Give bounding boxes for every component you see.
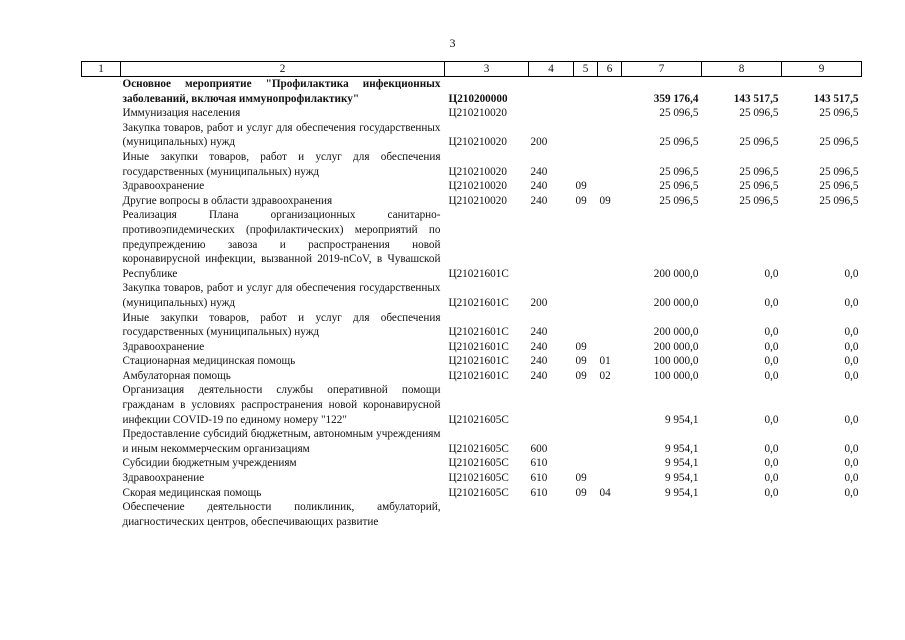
cell-amount-col8: 25 096,5 [739,194,779,207]
cell-name: Закупка товаров, работ и услуг для обеспечения государственных (муниципальных) нужд [122,121,441,149]
cell-amount-col7: 25 096,5 [659,180,699,193]
cell-amount-col7: 25 096,5 [659,107,699,120]
cell-amount-col8: 0,0 [764,413,779,426]
cell-section [574,150,598,179]
table-row [82,369,862,384]
cell-subsection [598,179,622,194]
cell-amount-col9: 0,0 [844,369,859,382]
cell-subsection: 02 [599,369,611,382]
cell-subsection [598,77,622,107]
cell-section: 09 [575,369,587,382]
cell-name: Иные закупки товаров, работ и услуг для обеспечения государственных (муниципальных) нужд [122,150,441,178]
cell-target-code: Ц21021605С [448,472,509,485]
table-row [82,486,862,501]
cell-amount-col8: 0,0 [764,340,779,353]
cell-index [82,311,121,340]
table-row [82,106,862,121]
table-row [82,281,862,310]
cell-section [574,208,598,281]
cell-amount-col8: 143 517,5 [733,92,779,105]
cell-target-code [445,500,529,529]
cell-subsection [598,150,622,179]
cell-amount-col8: 0,0 [764,457,779,470]
cell-section [574,427,598,456]
cell-amount-col7: 200 000,0 [653,267,699,280]
table-row [82,456,862,471]
cell-amount-col7: 9 954,1 [664,472,699,485]
cell-index [82,77,121,107]
cell-expense-type: 240 [530,165,548,178]
cell-amount-col9: 25 096,5 [819,136,859,149]
cell-subsection [598,208,622,281]
cell-index [82,281,121,310]
table-row [82,471,862,486]
table-row [82,150,862,179]
cell-name: Здравоохранение [122,340,205,353]
cell-amount-col7: 100 000,0 [653,369,699,382]
cell-target-code: Ц21021605С [448,457,509,470]
cell-target-code: Ц21021601С [448,369,509,382]
table-header-row [82,62,862,77]
cell-expense-type: 600 [530,442,548,455]
table-row [82,121,862,150]
cell-expense-type [529,77,574,107]
cell-target-code: Ц21021601С [448,296,509,309]
table-row [82,179,862,194]
header-col-5: 5 [574,62,598,77]
budget-table [81,61,862,529]
cell-section [574,500,598,529]
cell-amount-col8: 0,0 [764,442,779,455]
table-row [82,340,862,355]
table-row [82,194,862,209]
cell-amount-col8: 0,0 [764,267,779,280]
cell-amount-col8: 25 096,5 [739,136,779,149]
cell-amount-col7: 9 954,1 [664,413,699,426]
cell-index [82,500,121,529]
cell-name: Обеспечение деятельности поликлиник, амбулаторий, диагностических центров, обеспечивающих развитие [122,501,441,528]
cell-name: Основное мероприятие "Профилактика инфекционных заболеваний, включая иммунопрофилактику" [122,78,441,105]
cell-subsection [598,427,622,456]
cell-amount-col8: 0,0 [764,326,779,339]
cell-subsection [598,106,622,121]
cell-target-code: Ц210210020 [448,136,507,149]
cell-expense-type: 240 [530,355,548,368]
cell-amount-col8: 0,0 [764,472,779,485]
table-row [82,427,862,456]
cell-index [82,106,121,121]
cell-amount-col9 [782,500,862,529]
cell-section [574,106,598,121]
cell-amount-col9: 25 096,5 [819,165,859,178]
cell-amount-col8 [702,500,782,529]
cell-name: Предоставление субсидий бюджетным, автономным учреждениям и иным некоммерческим организациям [122,428,441,455]
cell-name: Здравоохранение [122,472,205,485]
cell-amount-col7: 9 954,1 [664,457,699,470]
cell-amount-col7: 25 096,5 [659,136,699,149]
cell-name: Амбулаторная помощь [122,369,231,382]
cell-section [574,77,598,107]
header-col-8: 8 [702,62,782,77]
cell-amount-col7: 200 000,0 [653,296,699,309]
cell-index [82,456,121,471]
cell-subsection [598,281,622,310]
cell-amount-col7: 9 954,1 [664,442,699,455]
cell-amount-col9: 25 096,5 [819,180,859,193]
cell-subsection [598,456,622,471]
cell-expense-type: 240 [530,340,548,353]
cell-amount-col9: 25 096,5 [819,107,859,120]
cell-expense-type: 240 [530,326,548,339]
cell-index [82,471,121,486]
cell-target-code: Ц21021605С [448,486,509,499]
cell-expense-type: 610 [530,472,548,485]
cell-target-code: Ц21021605С [448,413,509,426]
table-row [82,354,862,369]
cell-subsection: 09 [599,194,611,207]
cell-amount-col9: 0,0 [844,326,859,339]
cell-index [82,340,121,355]
cell-expense-type [529,383,574,427]
table-row [82,208,862,281]
cell-expense-type [529,500,574,529]
cell-index [82,427,121,456]
cell-expense-type: 240 [530,194,548,207]
cell-expense-type: 200 [530,136,548,149]
cell-amount-col8: 25 096,5 [739,165,779,178]
cell-target-code: Ц210210020 [448,180,507,193]
cell-section: 09 [575,180,587,193]
cell-amount-col7: 200 000,0 [653,326,699,339]
table-row [82,311,862,340]
cell-amount-col9: 0,0 [844,340,859,353]
cell-section: 09 [575,355,587,368]
cell-target-code: Ц21021605С [448,442,509,455]
cell-section: 09 [575,486,587,499]
cell-amount-col8: 0,0 [764,296,779,309]
cell-target-code: Ц210210020 [448,107,507,120]
table-row [82,77,862,107]
cell-subsection [598,311,622,340]
cell-index [82,121,121,150]
cell-target-code: Ц210210020 [448,194,507,207]
header-col-2: 2 [121,62,445,77]
cell-amount-col9: 143 517,5 [813,92,859,105]
cell-expense-type: 610 [530,486,548,499]
page-number: 3 [449,36,456,50]
cell-amount-col7: 359 176,4 [653,92,699,105]
header-col-3: 3 [445,62,529,77]
cell-amount-col8: 25 096,5 [739,107,779,120]
cell-amount-col8: 25 096,5 [739,180,779,193]
cell-name: Скорая медицинская помощь [122,486,262,499]
cell-target-code: Ц21021601С [448,326,509,339]
cell-amount-col9: 0,0 [844,355,859,368]
cell-index [82,208,121,281]
cell-name: Закупка товаров, работ и услуг для обеспечения государственных (муниципальных) нужд [122,282,441,309]
cell-index [82,383,121,427]
cell-name: Здравоохранение [122,180,205,193]
cell-expense-type: 240 [530,180,548,193]
cell-section: 09 [575,194,587,207]
cell-name: Стационарная медицинская помощь [122,355,296,368]
cell-amount-col8: 0,0 [764,486,779,499]
cell-subsection: 04 [599,486,611,499]
cell-amount-col9: 0,0 [844,267,859,280]
cell-amount-col9: 0,0 [844,486,859,499]
table-row [82,383,862,427]
cell-subsection: 01 [599,355,611,368]
cell-expense-type [529,208,574,281]
cell-section [574,456,598,471]
cell-index [82,194,121,209]
cell-amount-col8: 0,0 [764,369,779,382]
cell-amount-col9: 25 096,5 [819,194,859,207]
cell-amount-col9: 0,0 [844,472,859,485]
cell-subsection [598,471,622,486]
header-col-1: 1 [82,62,121,77]
cell-index [82,150,121,179]
cell-expense-type [529,106,574,121]
cell-expense-type: 240 [530,369,548,382]
cell-name: Реализация Плана организационных санитарно-противоэпидемических (профилактических) мероприятий по предупреждению завоза и распространения новой коронавирусной инфекции, вызванной 2019-nCoV, в Чувашской Республике [122,209,441,280]
cell-subsection [598,500,622,529]
cell-amount-col7: 25 096,5 [659,194,699,207]
cell-name: Иммунизация населения [122,107,241,120]
cell-name: Иные закупки товаров, работ и услуг для обеспечения государственных (муниципальных) нужд [122,311,441,339]
table-row [82,500,862,529]
cell-name: Субсидии бюджетным учреждениям [122,457,297,470]
cell-subsection [598,383,622,427]
table-body [82,77,862,530]
cell-section: 09 [575,472,587,485]
cell-name: Организация деятельности службы оперативной помощи гражданам в условиях распространения новой коронавирусной инфекции COVID-19 по единому номеру "122" [122,384,441,426]
cell-amount-col9: 0,0 [844,442,859,455]
cell-amount-col9: 0,0 [844,457,859,470]
cell-index [82,179,121,194]
cell-amount-col9: 0,0 [844,413,859,426]
cell-section [574,383,598,427]
cell-amount-col7 [622,500,702,529]
header-col-6: 6 [598,62,622,77]
cell-subsection [598,121,622,150]
cell-expense-type: 610 [530,457,548,470]
header-col-7: 7 [622,62,702,77]
header-col-4: 4 [529,62,574,77]
cell-target-code: Ц21021601С [448,267,509,280]
cell-subsection [598,340,622,355]
cell-target-code: Ц210200000 [448,92,508,105]
cell-section: 09 [575,340,587,353]
cell-index [82,354,121,369]
cell-amount-col7: 100 000,0 [653,355,699,368]
cell-amount-col9: 0,0 [844,296,859,309]
cell-amount-col7: 25 096,5 [659,165,699,178]
cell-section [574,311,598,340]
cell-index [82,369,121,384]
cell-target-code: Ц21021601С [448,355,509,368]
cell-section [574,281,598,310]
cell-target-code: Ц210210020 [448,165,507,178]
cell-amount-col7: 200 000,0 [653,340,699,353]
cell-amount-col8: 0,0 [764,355,779,368]
cell-name: Другие вопросы в области здравоохранения [122,194,333,207]
cell-index [82,486,121,501]
cell-expense-type: 200 [530,296,548,309]
cell-target-code: Ц21021601С [448,340,509,353]
cell-amount-col7: 9 954,1 [664,486,699,499]
header-col-9: 9 [782,62,862,77]
cell-section [574,121,598,150]
